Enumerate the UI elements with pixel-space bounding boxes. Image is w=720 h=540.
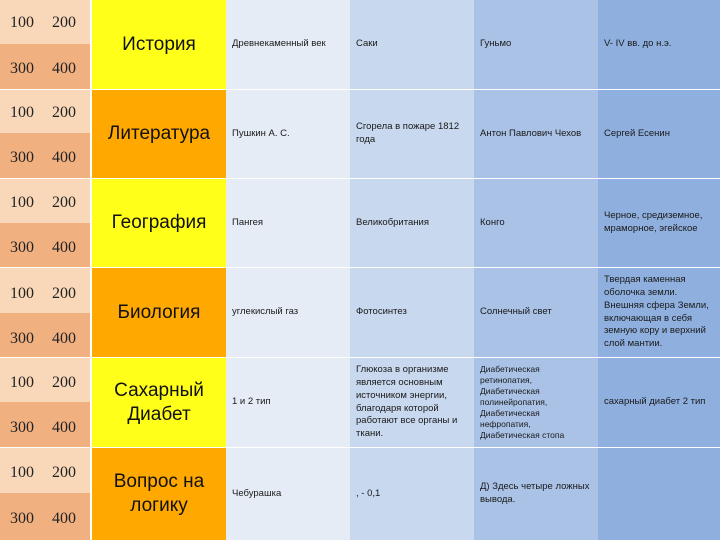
category-biology: Биология <box>92 268 226 357</box>
answer-cell[interactable]: Древнекаменный век <box>226 0 350 89</box>
answer-cell[interactable]: Пангея <box>226 179 350 267</box>
answer-cell[interactable]: 1 и 2 тип <box>226 358 350 447</box>
answer-cell[interactable]: Чебурашка <box>226 448 350 540</box>
answer-cell[interactable]: Фотосинтез <box>350 268 474 357</box>
answer-cell[interactable]: , - 0,1 <box>350 448 474 540</box>
answer-cell[interactable]: Конго <box>474 179 598 267</box>
score-400[interactable]: 400 <box>52 330 76 347</box>
score-300[interactable]: 300 <box>10 330 34 347</box>
category-geography: География <box>92 179 226 267</box>
category-diabetes: Сахарный Диабет <box>92 358 226 447</box>
category-literature: Литература <box>92 90 226 178</box>
answer-cell[interactable]: Диабетическая ретинопатия, Диабетическая полинейропатия, Диабетическая нефропатия, Диабетическая стопа <box>474 358 598 447</box>
score-100[interactable]: 100 <box>10 14 34 31</box>
answer-cell[interactable]: углекислый газ <box>226 268 350 357</box>
answer-cell[interactable]: Пушкин А. С. <box>226 90 350 178</box>
answer-cell[interactable]: Антон Павлович Чехов <box>474 90 598 178</box>
answer-cell[interactable]: Солнечный свет <box>474 268 598 357</box>
category-logic: Вопрос на логику <box>92 448 226 540</box>
score-200[interactable]: 200 <box>52 14 76 31</box>
category-history: История <box>92 0 226 89</box>
score-400[interactable]: 400 <box>52 149 76 166</box>
score-400[interactable]: 400 <box>52 510 76 527</box>
score-200[interactable]: 200 <box>52 194 76 211</box>
answer-cell[interactable]: сахарный диабет 2 тип <box>598 358 720 447</box>
score-300[interactable]: 300 <box>10 149 34 166</box>
answer-cell[interactable]: V- IV вв. до н.э. <box>598 0 720 89</box>
score-200[interactable]: 200 <box>52 285 76 302</box>
answer-cell[interactable]: Д) Здесь четыре ложных вывода. <box>474 448 598 540</box>
score-100[interactable]: 100 <box>10 374 34 391</box>
score-300[interactable]: 300 <box>10 419 34 436</box>
answer-cell[interactable]: Черное, средиземное, мраморное, эгейское <box>598 179 720 267</box>
score-400[interactable]: 400 <box>52 60 76 77</box>
answer-cell[interactable]: Гуньмо <box>474 0 598 89</box>
score-200[interactable]: 200 <box>52 104 76 121</box>
answer-cell[interactable]: Глюкоза в организме является основным источником энергии, благодаря которой работают все органы и ткани. <box>350 358 474 447</box>
answer-cell[interactable]: Твердая каменная оболочка земли. Внешняя сфера Земли, включающая в себя земную кору и верхний слой мантии. <box>598 268 720 357</box>
answer-cell[interactable] <box>598 448 720 540</box>
score-200[interactable]: 200 <box>52 464 76 481</box>
score-300[interactable]: 300 <box>10 60 34 77</box>
score-100[interactable]: 100 <box>10 464 34 481</box>
answer-cell[interactable]: Саки <box>350 0 474 89</box>
score-100[interactable]: 100 <box>10 104 34 121</box>
score-300[interactable]: 300 <box>10 239 34 256</box>
answer-cell[interactable]: Сергей Есенин <box>598 90 720 178</box>
answer-cell[interactable]: Сгорела в пожаре 1812 года <box>350 90 474 178</box>
score-300[interactable]: 300 <box>10 510 34 527</box>
answer-cell[interactable]: Великобритания <box>350 179 474 267</box>
score-400[interactable]: 400 <box>52 239 76 256</box>
score-100[interactable]: 100 <box>10 285 34 302</box>
score-100[interactable]: 100 <box>10 194 34 211</box>
score-400[interactable]: 400 <box>52 419 76 436</box>
score-200[interactable]: 200 <box>52 374 76 391</box>
